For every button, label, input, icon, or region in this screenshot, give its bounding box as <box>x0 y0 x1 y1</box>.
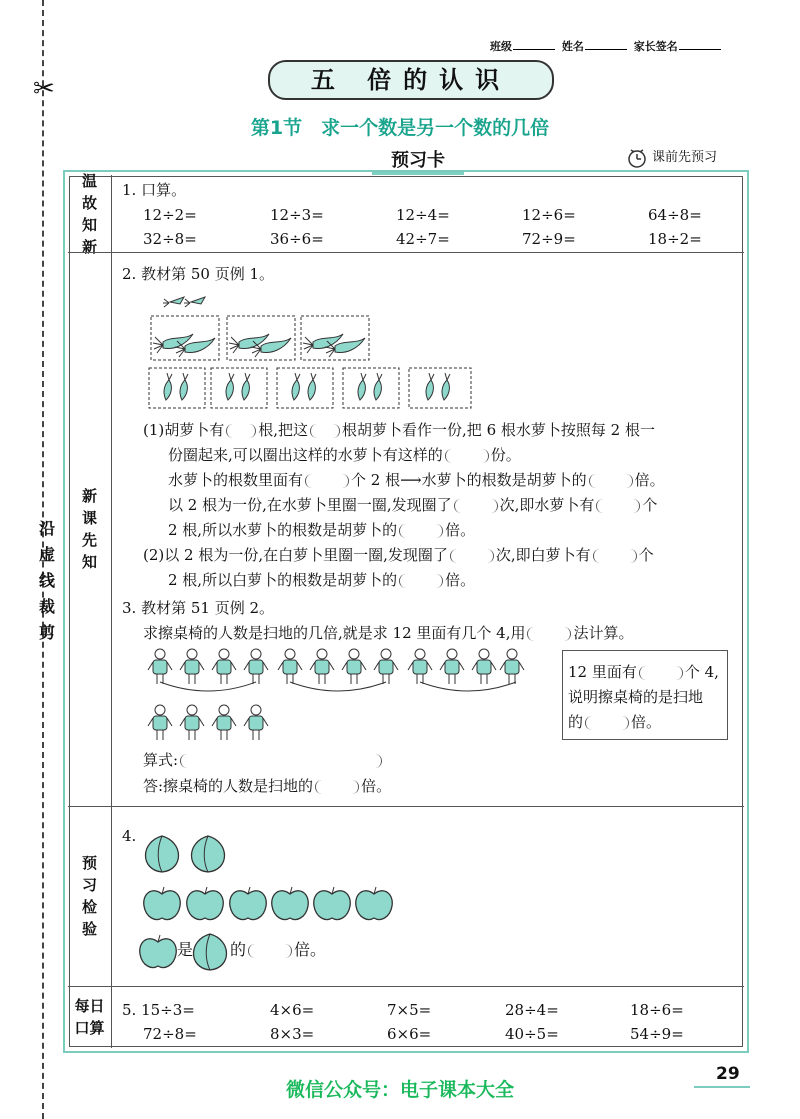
answer-blank[interactable] <box>226 424 256 438</box>
page-number: 29 <box>716 1064 740 1084</box>
answer-blank[interactable] <box>596 499 640 513</box>
q2-line5: 2 根,所以水萝卜的根数是胡萝卜的 倍。 <box>168 521 476 539</box>
section-daily: 每日口算 <box>68 986 112 1048</box>
peach-icon <box>192 836 225 872</box>
section-subtitle: 第1节 求一个数是另一个数的几倍 <box>250 117 550 139</box>
preview-badge <box>626 146 717 169</box>
hint-line1: 12 里面有 个 4, <box>568 663 719 681</box>
children-illustration <box>145 648 535 748</box>
parent-label: 家长签名 <box>633 40 678 53</box>
footer-watermark: 微信公众号：电子课本大全 <box>285 1079 514 1101</box>
apple-icon <box>314 887 351 920</box>
answer-blank[interactable] <box>310 424 340 438</box>
q5-r2c1: 72÷8= <box>143 1025 197 1043</box>
answer-blank[interactable] <box>585 716 629 730</box>
radish-icon <box>308 373 316 400</box>
answer-blank[interactable] <box>399 574 443 588</box>
peach-icon <box>146 836 179 872</box>
q2-line6: (2)以 2 根为一份,在白萝卜里圈一圈,发现圈了 次,即白萝卜有 个 <box>143 546 654 564</box>
answer-blank[interactable] <box>445 449 489 463</box>
divider <box>68 252 744 253</box>
q1-r2c4: 72÷9= <box>522 230 576 248</box>
q4-is: 是 <box>177 940 194 959</box>
apple-icon <box>187 887 224 920</box>
q1-r2c1: 32÷8= <box>143 230 197 248</box>
class-field[interactable] <box>513 49 555 50</box>
carrot-icon <box>184 297 205 307</box>
q5-r1c4: 28÷4= <box>505 1001 559 1019</box>
parent-field[interactable] <box>679 49 721 50</box>
hint-line3: 的 倍。 <box>568 713 662 731</box>
radish-icon <box>358 373 366 400</box>
radish-icon <box>180 373 188 400</box>
sweeping-children <box>148 705 268 740</box>
cleaning-children <box>148 649 524 684</box>
q5-r1c1: 5. 15÷3= <box>122 1001 195 1019</box>
apple-icon <box>140 935 177 968</box>
name-label: 姓名 <box>561 40 584 53</box>
q1-r1c3: 12÷4= <box>396 206 450 224</box>
q4-answer: 的 倍。 <box>230 940 327 959</box>
answer-blank[interactable] <box>399 524 443 538</box>
q1-r1c1: 12÷2= <box>143 206 197 224</box>
q5-r2c5: 54÷9= <box>630 1025 684 1043</box>
answer-blank[interactable] <box>450 549 494 563</box>
q2-line2: 份圈起来,可以圈出这样的水萝卜有这样的 份。 <box>168 446 521 464</box>
q5-r1c3: 7×5= <box>387 1001 432 1019</box>
preview-label: 课前先预习 <box>652 150 718 165</box>
card-label: 预习卡 <box>372 146 464 175</box>
answer-blank[interactable] <box>527 627 571 641</box>
divider <box>68 986 744 987</box>
q1-r1c2: 12÷3= <box>270 206 324 224</box>
radish-icon <box>442 373 450 400</box>
radish-icon <box>164 373 172 400</box>
formula-blank[interactable] <box>180 754 382 768</box>
q2-label: 2. 教材第 50 页例 1。 <box>122 265 275 283</box>
unit-title: 五 倍的认识 <box>268 60 554 100</box>
answer-blank[interactable] <box>248 944 292 958</box>
section-new: 新课先知 <box>68 252 112 806</box>
q4-label: 4. <box>122 827 137 845</box>
q5-r2c3: 6×6= <box>387 1025 432 1043</box>
hint-line2: 说明擦桌椅的是扫地 <box>568 688 704 706</box>
answer-blank[interactable] <box>639 666 683 680</box>
answer-blank[interactable] <box>305 474 349 488</box>
section-check: 预习检验 <box>68 806 112 986</box>
scissors-icon: ✂ <box>33 74 55 104</box>
answer-blank[interactable] <box>593 549 637 563</box>
q3-line1: 求擦桌椅的人数是扫地的几倍,就是求 12 里面有几个 4,用 法计算。 <box>143 624 634 642</box>
q3-formula: 算式: <box>143 750 384 770</box>
name-field[interactable] <box>585 49 627 50</box>
divider <box>68 806 744 807</box>
peach-icon <box>194 934 227 970</box>
radish-icon <box>242 373 250 400</box>
radish-illustration <box>145 288 485 414</box>
apple-icon <box>144 887 181 920</box>
carrot-icon <box>163 297 184 307</box>
q2-line4: 以 2 根为一份,在水萝卜里圈一圈,发现圈了 次,即水萝卜有 个 <box>168 496 658 514</box>
q1-r2c2: 36÷6= <box>270 230 324 248</box>
header-fields <box>490 38 724 54</box>
answer-blank[interactable] <box>589 474 633 488</box>
apple-icon <box>272 887 309 920</box>
q2-line1: (1)胡萝卜有 根,把这 根胡萝卜看作一份,把 6 根水萝卜按照每 2 根一 <box>143 421 655 439</box>
q1-r1c5: 64÷8= <box>648 206 702 224</box>
q5-r2c4: 40÷5= <box>505 1025 559 1043</box>
arrow-icon: ⟶ <box>400 471 422 489</box>
class-label: 班级 <box>490 40 512 53</box>
answer-blank[interactable] <box>315 780 359 794</box>
q1-r2c5: 18÷2= <box>648 230 702 248</box>
q1-label: 1. 口算。 <box>122 181 187 199</box>
q2-line3: 水萝卜的根数里面有 个 2 根⟶水萝卜的根数是胡萝卜的 倍。 <box>168 471 665 489</box>
section-review: 温故知新 <box>68 175 112 252</box>
radish-icon <box>292 373 300 400</box>
radish-icon <box>374 373 382 400</box>
clock-icon <box>626 147 648 169</box>
radish-icon <box>426 373 434 400</box>
q5-r1c2: 4×6= <box>270 1001 315 1019</box>
q3-answer: 答:擦桌椅的人数是扫地的 倍。 <box>143 777 392 795</box>
radish-icon <box>226 373 234 400</box>
apple-icon <box>230 887 267 920</box>
q5-r1c5: 18÷6= <box>630 1001 684 1019</box>
answer-blank[interactable] <box>454 499 498 513</box>
q5-r2c2: 8×3= <box>270 1025 315 1043</box>
q3-label: 3. 教材第 51 页例 2。 <box>122 599 275 617</box>
apple-icon <box>356 887 393 920</box>
q1-r1c4: 12÷6= <box>522 206 576 224</box>
q2-line7: 2 根,所以白萝卜的根数是胡萝卜的 倍。 <box>168 571 476 589</box>
cut-instruction: 沿虚线裁剪 <box>38 519 55 642</box>
q1-r2c3: 42÷7= <box>396 230 450 248</box>
